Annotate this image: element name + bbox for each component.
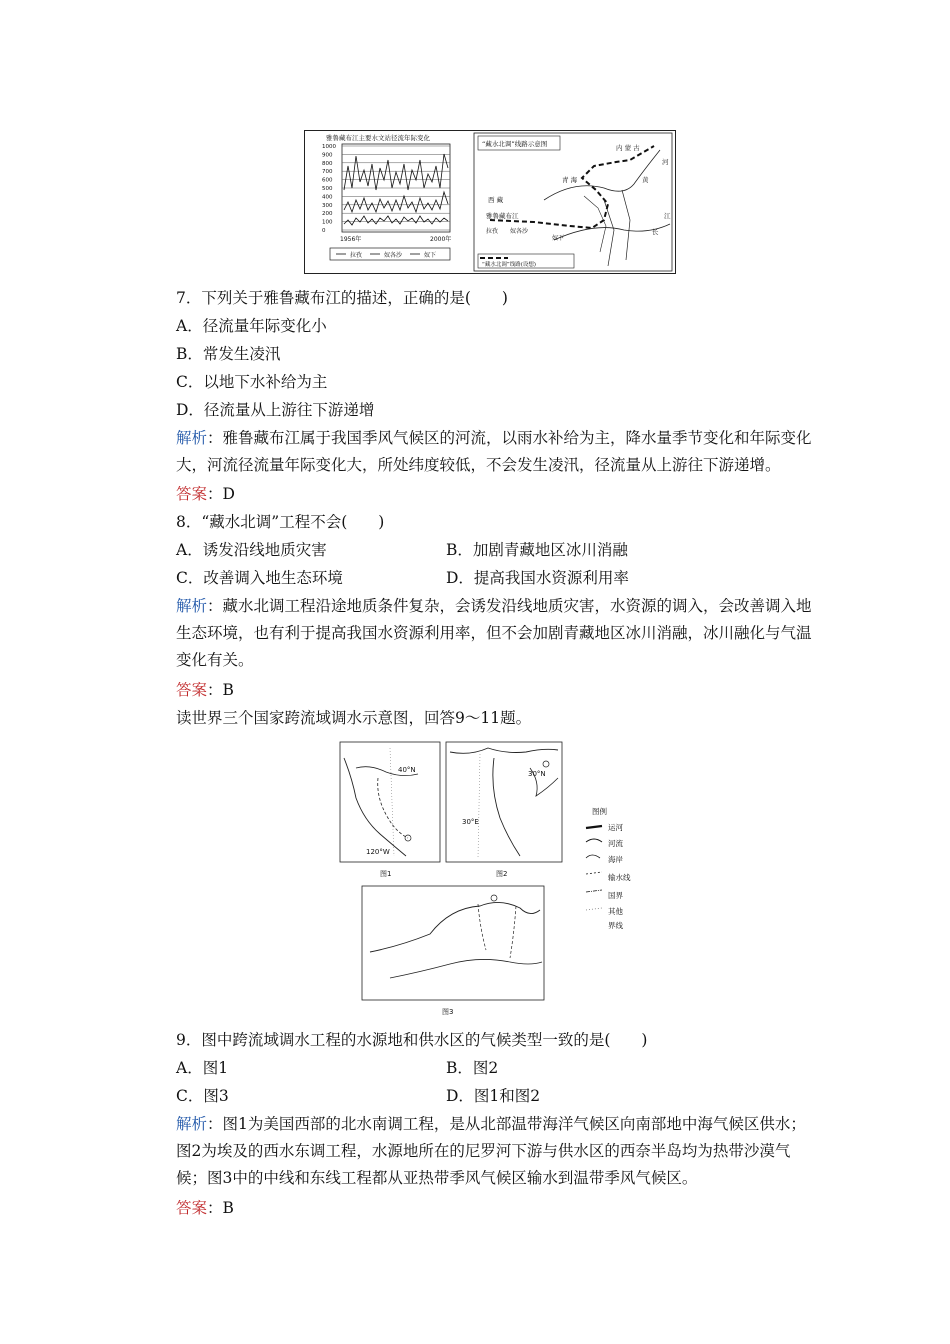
q8-option-b: B．加剧青藏地区冰川消融 [446,541,628,559]
label-huang: 黄 [642,176,649,184]
q9-analysis-text: ：图1为美国西部的北水南调工程，是从北部温带海洋气候区向南部地中海气候区供水；图2为埃及的西水东调工程，水源地所在的尼罗河下游与供水区的西奈半岛均为热带沙漠气候；图3中的中线和东线工程都从亚热带季风气候区输水到温带季风气候区。 [176,1115,806,1187]
q8-answer-value: ：B [207,681,234,699]
q7-option-b: B．常发生凌汛 [176,345,281,363]
y-tick-label: 100 [322,219,333,226]
q9-analysis [176,1111,816,1192]
q8-answer-label: 答案 [176,681,208,699]
q7-option-a: A．径流量年际变化小 [176,317,327,335]
q9-option-c: C．图3 [176,1087,229,1105]
y-tick-label: 700 [322,169,333,176]
figure-water-transfer-maps [330,738,640,1020]
q8-option-a: A．诱发沿线地质灾害 [176,541,327,559]
label-he: 河 [662,158,669,166]
q9-stem: 9．图中跨流域调水工程的水源地和供水区的气候类型一致的是( ) [176,1031,648,1049]
fig2-lon-label: 30°E [462,818,479,826]
legend-coast: 海岸 [608,855,623,864]
label-xizang: 西 藏 [488,196,504,204]
y-tick-label: 400 [322,194,333,201]
label-neimenggu: 内 蒙 古 [616,144,640,152]
label-yalu: 雅鲁藏布江 [486,212,519,220]
q8-stem: 8．“藏水北调”工程不会( ) [176,513,385,531]
fig1-caption: 图1 [380,870,392,878]
map-legend [586,806,631,930]
legend-lazi: 拉孜 [350,252,363,259]
legend-title: 图例 [592,807,607,816]
label-chang: 长 [652,228,659,236]
y-tick-label: 0 [322,228,326,234]
q9-answer-label: 答案 [176,1199,208,1217]
q8-answer [176,680,234,700]
x-axis-end: 2000年 [430,236,452,243]
legend-border: 国界 [608,891,623,900]
label-nuxia: 奴下 [552,235,565,242]
figure-runoff-and-route-map [304,130,676,274]
q9-option-d: D．图1和图2 [446,1087,541,1105]
q9-answer [176,1198,234,1218]
legend-other: 其他 [608,907,623,916]
q7-analysis-label: 解析 [176,429,208,447]
label-nugesha: 奴各沙 [510,228,529,235]
q9-answer-value: ：B [207,1199,234,1217]
y-tick-label: 900 [322,152,333,159]
fig1-lon-label: 120°W [366,848,390,856]
y-tick-label: 600 [322,177,333,184]
legend-nugesha: 奴各沙 [384,252,403,259]
legend-nuxia: 奴下 [424,252,437,259]
legend-pipeline: 输水线 [608,873,631,882]
x-axis-start: 1956年 [340,236,362,243]
fig2-caption: 图2 [496,870,508,878]
q8-analysis-label: 解析 [176,597,208,615]
route-map-legend: “藏水北调”线路(设想) [482,262,536,268]
fig2-lat-label: 30°N [528,770,546,778]
q7-option-d: D．径流量从上游往下游递增 [176,401,375,419]
q7-analysis [176,425,816,479]
q8-option-c: C．改善调入地生态环境 [176,569,343,587]
y-tick-label: 500 [322,186,333,192]
fig1-lat-label: 40°N [398,766,416,774]
label-jiang: 江 [664,212,671,220]
y-tick-label: 200 [322,211,333,218]
legend-river: 河流 [608,839,623,848]
intro-text: 读世界三个国家跨流域调水示意图，回答9～11题。 [176,709,532,727]
map-fig2 [446,742,562,878]
q7-answer [176,484,235,504]
fig3-caption: 图3 [442,1008,454,1016]
q7-analysis-text: ：雅鲁藏布江属于我国季风气候区的河流，以雨水补给为主，降水量季节变化和年际变化大，河流径流量年际变化大，所处纬度较低，不会发生凌汛，径流量从上游往下游递增。 [176,429,812,474]
legend-boundary: 界线 [608,921,623,930]
q9-option-a: A．图1 [176,1059,229,1077]
q7-answer-label: 答案 [176,485,208,503]
y-tick-label: 1000 [322,144,336,150]
legend-canal: 运河 [608,823,623,832]
q8-analysis-text: ：藏水北调工程沿途地质条件复杂，会诱发沿线地质灾害，水资源的调入，会改善调入地生态环境，也有利于提高我国水资源利用率，但不会加剧青藏地区冰川消融，冰川融化与气温变化有关。 [176,597,812,669]
y-tick-label: 300 [322,202,333,209]
map-fig1 [340,742,440,878]
y-tick-label: 800 [322,160,333,167]
runoff-chart-title: 雅鲁藏布江主要水文站径流年际变化 [326,134,430,142]
q9-option-b: B．图2 [446,1059,499,1077]
q7-option-c: C．以地下水补给为主 [176,373,328,391]
q8-analysis [176,593,816,674]
q9-analysis-label: 解析 [176,1115,208,1133]
map-fig3 [362,886,544,1016]
label-qinghai: 青 海 [562,176,578,184]
route-map-title: “藏水北调”线路示意图 [482,140,548,148]
q8-option-d: D．提高我国水资源利用率 [446,569,629,587]
q7-stem: 7．下列关于雅鲁藏布江的描述，正确的是( ) [176,289,508,307]
label-lazi: 拉孜 [486,228,499,235]
q7-answer-value: ：D [207,485,235,503]
